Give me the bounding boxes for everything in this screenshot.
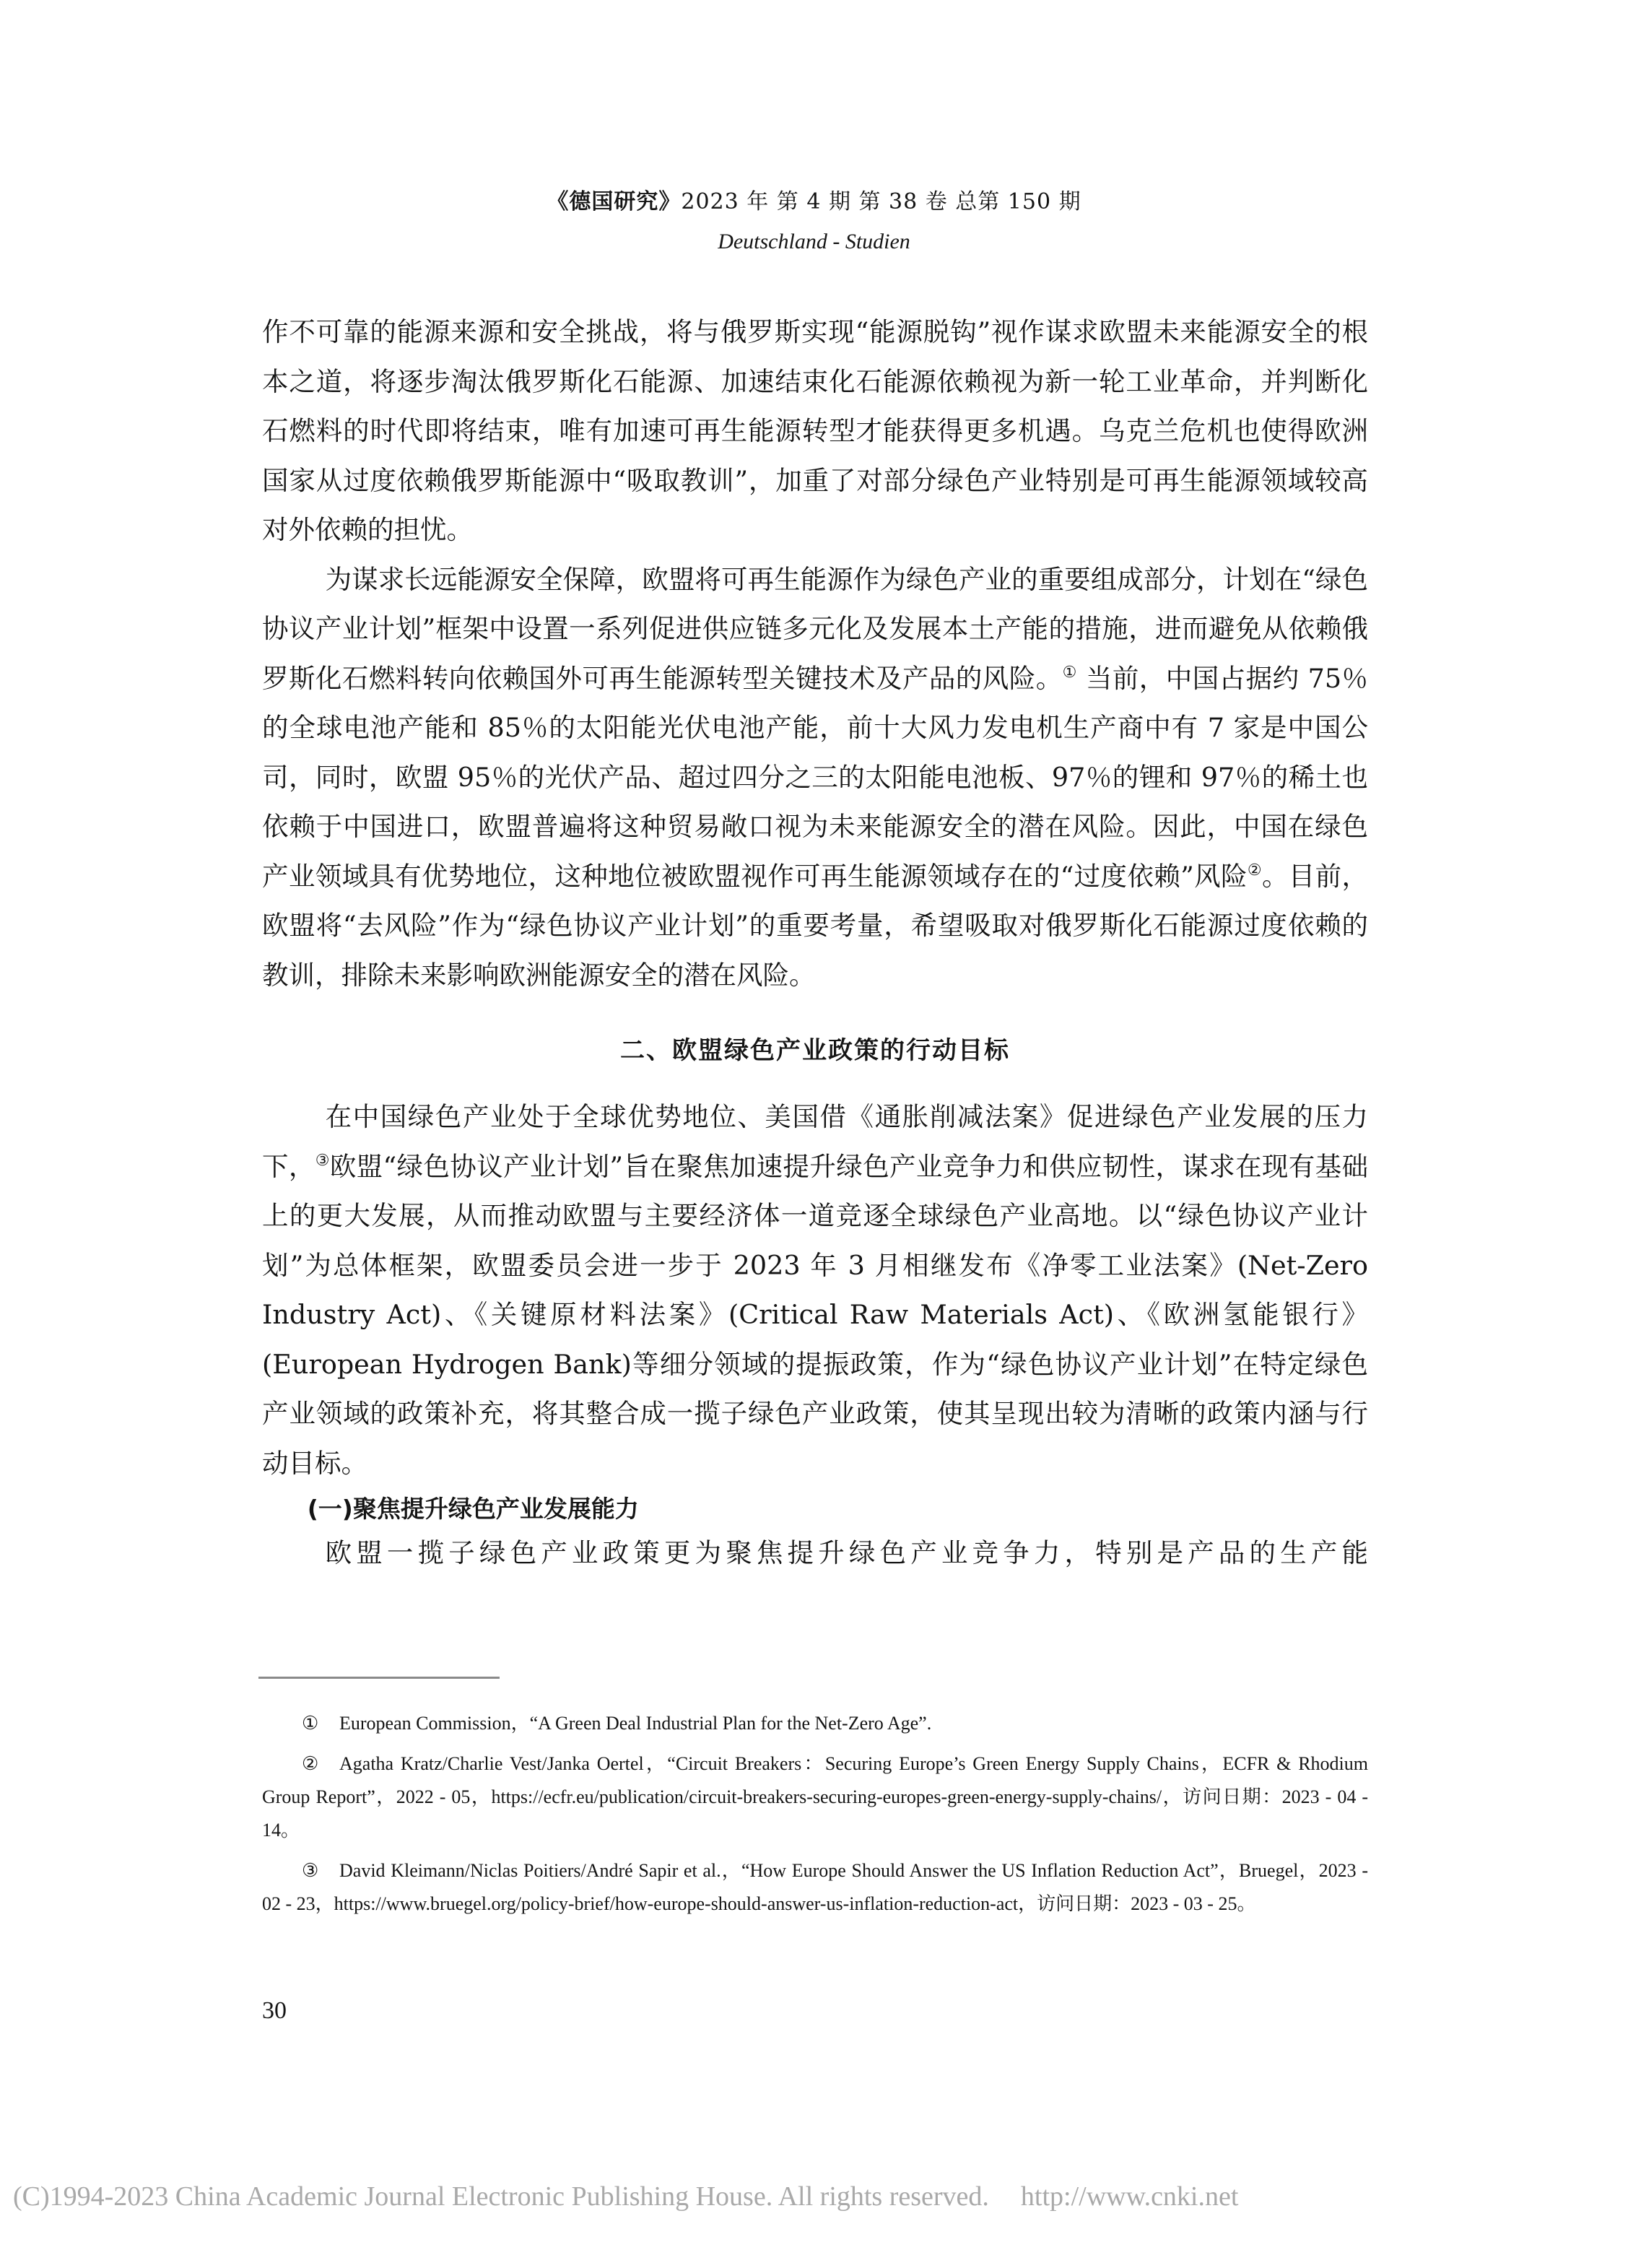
copyright-notice bbox=[13, 2181, 1616, 2212]
journal-name: 《德国研究》 bbox=[547, 189, 682, 214]
paragraph-3-text-b: 欧盟“绿色协议产业计划”旨在聚焦加速提升绿色产业竞争力和供应韧性，谋求在现有基础上的更大发展，从而推动欧盟与主要经济体一道竞逐全球绿色产业高地。以“绿色协议产业计划”为总体框架，欧盟委员会进一步于 2023 年 3 月相继发布《净零工业法案》(Net-Zero Industry Act)、《关键原材料法案》(Critical Raw Materials Act)、《欧洲氢能银行》(European Hydrogen Bank)等细分领域的提振政策，作为“绿色协议产业计划”在特定绿色产业领域的政策补充，将其整合成一揽子绿色产业政策，使其呈现出较为清晰的政策内涵与行动目标。 bbox=[262, 1150, 1369, 1479]
paragraph-2-text-a: 为谋求长远能源安全保障，欧盟将可再生能源作为绿色产业的重要组成部分，计划在“绿色协议产业计划”框架中设置一系列促进供应链多元化及发展本土产能的措施，进而避免从依赖俄罗斯化石燃料转向依赖国外可再生能源转型关键技术及产品的风险。 bbox=[262, 563, 1368, 694]
footnote-2 bbox=[262, 1747, 1368, 1847]
journal-header bbox=[0, 183, 1628, 215]
footnote-marker-3: ③ bbox=[302, 1860, 319, 1881]
paragraph-1 bbox=[262, 308, 1368, 555]
paragraph-2 bbox=[262, 555, 1368, 1001]
footnote-separator bbox=[258, 1677, 500, 1679]
footnote-text-3: David Kleimann/Niclas Poitiers/André Sapir et al.，“How Europe Should Answer the US Inflation Reduction Act”，Bruegel，2023 - 02 - 23，https://www.bruegel.org/policy-brief/how-europe-should-answer-us-inflation-reduction-act，访问日期：2023 - 03 - 25。 bbox=[262, 1860, 1368, 1914]
footnote-3 bbox=[262, 1854, 1368, 1921]
paragraph-2-text-c: 。目前，欧盟将“去风险”作为“绿色协议产业计划”的重要考量，希望吸取对俄罗斯化石能源过度依赖的教训，排除未来影响欧洲能源安全的潜在风险。 bbox=[262, 860, 1369, 991]
journal-subtitle: Deutschland - Studien bbox=[718, 230, 910, 253]
paragraph-4 bbox=[262, 1529, 1368, 1578]
footnote-ref-3[interactable]: ③ bbox=[315, 1151, 330, 1170]
paragraph-2-text-b: 当前，中国占据约 75％的全球电池产能和 85％的太阳能光伏电池产能，前十大风力发电机生产商中有 7 家是中国公司，同时，欧盟 95％的光伏产品、超过四分之三的太阳能电池板、97％的锂和 97％的稀土也依赖于中国进口，欧盟普遍将这种贸易敞口视为未来能源安全的潜在风险。因此，中国在绿色产业领域具有优势地位，这种地位被欧盟视作可再生能源领域存在的“过度依赖”风险 bbox=[262, 662, 1368, 892]
footnote-marker-2: ② bbox=[302, 1753, 319, 1774]
page-number: 30 bbox=[262, 1997, 287, 2024]
footnote-marker-1: ① bbox=[302, 1713, 319, 1734]
footnote-ref-1[interactable]: ① bbox=[1062, 663, 1077, 682]
footnote-text-2: Agatha Kratz/Charlie Vest/Janka Oertel，“Circuit Breakers：Securing Europe’s Green Energy Supply Chains，ECFR & Rhodium Group Report”，2022 - 05，https://ecfr.eu/publication/circuit-breakers-securing-europes-green-energy-supply-chains/，访问日期：2023 - 04 - 14。 bbox=[262, 1753, 1368, 1841]
footnote-1 bbox=[262, 1707, 1368, 1740]
paragraph-1-text: 作不可靠的能源来源和安全挑战，将与俄罗斯实现“能源脱钩”视作谋求欧盟未来能源安全的根本之道，将逐步淘汰俄罗斯化石能源、加速结束化石能源依赖视为新一轮工业革命，并判断化石燃料的时代即将结束，唯有加速可再生能源转型才能获得更多机遇。乌克兰危机也使得欧洲国家从过度依赖俄罗斯能源中“吸取教训”，加重了对部分绿色产业特别是可再生能源领域较高对外依赖的担忧。 bbox=[262, 316, 1368, 545]
copyright-text: (C)1994-2023 China Academic Journal Electronic Publishing House. All rights reserved. bbox=[13, 2181, 989, 2212]
section-heading: 二、欧盟绿色产业政策的行动目标 bbox=[620, 1036, 1010, 1065]
paragraph-4-text: 欧盟一揽子绿色产业政策更为聚焦提升绿色产业竞争力，特别是产品的生产能 bbox=[325, 1537, 1368, 1568]
footnote-text-1: European Commission，“A Green Deal Industrial Plan for the Net-Zero Age”. bbox=[339, 1713, 932, 1734]
cnki-link[interactable]: http://www.cnki.net bbox=[1020, 2181, 1239, 2212]
footnotes bbox=[262, 1707, 1368, 1928]
footnote-ref-2[interactable]: ② bbox=[1247, 861, 1262, 879]
issue-info: 2023 年 第 4 期 第 38 卷 总第 150 期 bbox=[681, 189, 1081, 214]
paragraph-3-text-a: 在中国绿色产业处于全球优势地位、美国借《通胀削减法案》促进绿色产业发展的压力下， bbox=[262, 1101, 1368, 1182]
subsection-heading: (一)聚焦提升绿色产业发展能力 bbox=[307, 1495, 639, 1523]
article-body bbox=[262, 308, 1368, 1578]
paragraph-3 bbox=[262, 1092, 1368, 1488]
